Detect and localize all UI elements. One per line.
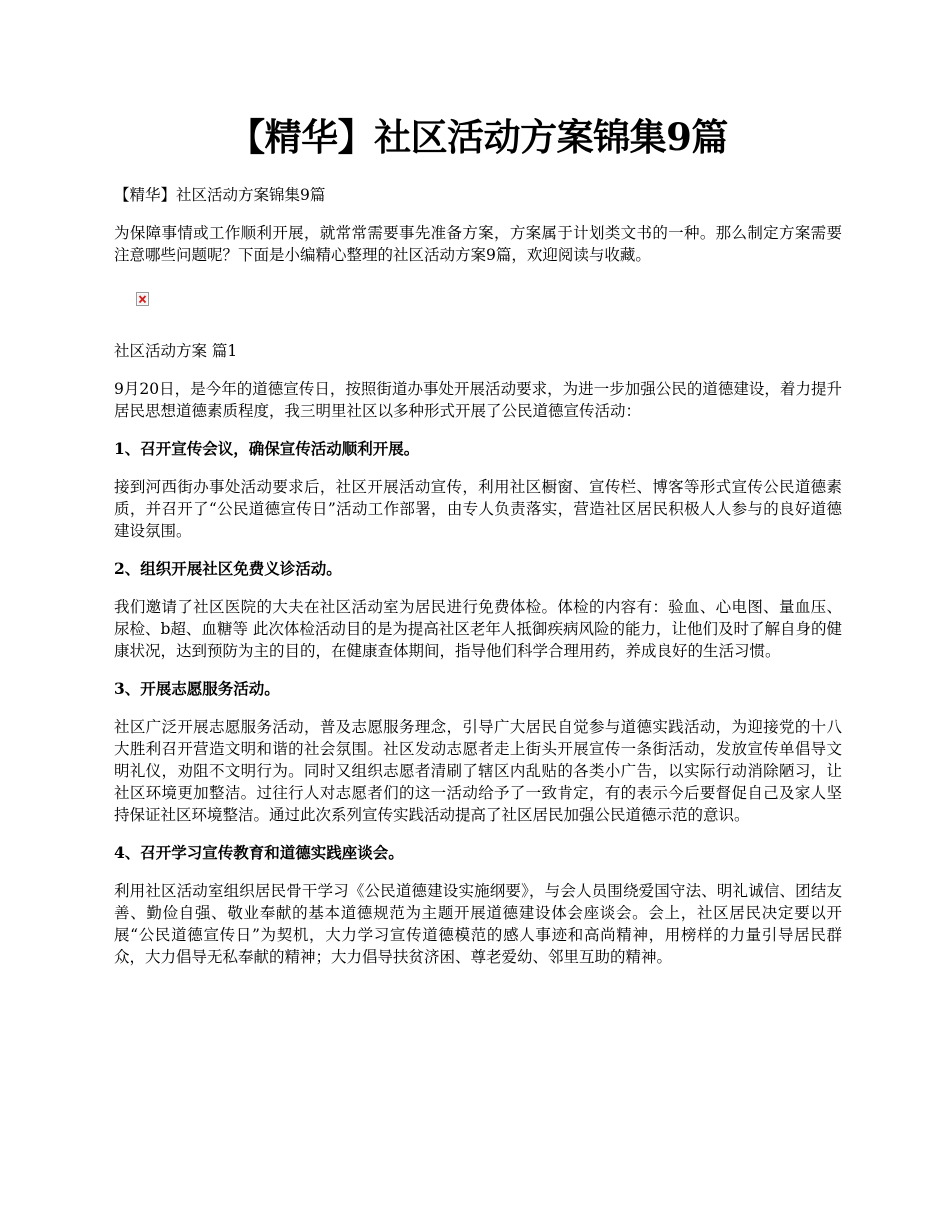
document-page <box>114 0 842 968</box>
document-title: 【精华】社区活动方案锦集9篇 <box>228 115 728 159</box>
image-placeholder <box>136 292 842 310</box>
broken-image-icon <box>136 292 149 306</box>
item-body-4: 利用社区活动室组织居民骨干学习《公民道德建设实施纲要》，与会人员围绕爱国守法、明礼诚信、团结友善、勤俭自强、敬业奉献的基本道德规范为主题开展道德建设体会座谈会。会上，社区居民决定要以开展“公民道德宣传日”为契机，大力学习宣传道德模范的感人事迹和高尚精神，用榜样的力量引导居民群众，大力倡导无私奉献的精神；大力倡导扶贫济困、尊老爱幼、邻里互助的精神。 <box>114 882 842 966</box>
intro-paragraph: 为保障事情或工作顺利开展，就常常需要事先准备方案，方案属于计划类文书的一种。那么制定方案需要注意哪些问题呢？下面是小编精心整理的社区活动方案9篇，欢迎阅读与收藏。 <box>114 224 842 264</box>
item-heading-3: 3、开展志愿服务活动。 <box>114 679 280 698</box>
item-body-1: 接到河西街办事处活动要求后，社区开展活动宣传，利用社区橱窗、宣传栏、博客等形式宣传公民道德素质，并召开了“公民道德宣传日”活动工作部署，由专人负责落实，营造社区居民积极人人参与的良好道德建设氛围。 <box>114 478 842 540</box>
section-intro-paragraph: 9月20日，是今年的道德宣传日，按照街道办事处开展活动要求，为进一步加强公民的道德建设，着力提升居民思想道德素质程度，我三明里社区以多种形式开展了公民道德宣传活动： <box>114 380 842 420</box>
document-subtitle: 【精华】社区活动方案锦集9篇 <box>114 186 326 204</box>
item-body-2: 我们邀请了社区医院的大夫在社区活动室为居民进行免费体检。体检的内容有：验血、心电图、量血压、尿检、b超、血糖等 此次体检活动目的是为提高社区老年人抵御疾病风险的能力，让他们及时了解自身的健康状况，达到预防为主的目的，在健康查体期间，指导他们科学合理用药，养成良好的生活习惯。 <box>114 598 842 660</box>
item-heading-4: 4、召开学习宣传教育和道德实践座谈会。 <box>114 843 404 862</box>
item-body-3: 社区广泛开展志愿服务活动，普及志愿服务理念，引导广大居民自觉参与道德实践活动，为迎接党的十八大胜利召开营造文明和谐的社会氛围。社区发动志愿者走上街头开展宣传一条街活动，发放宣传单倡导文明礼仪，劝阻不文明行为。同时又组织志愿者清刷了辖区内乱贴的各类小广告，以实际行动消除陋习，让社区环境更加整洁。过往行人对志愿者们的这一活动给予了一致肯定，有的表示今后要督促自己及家人坚持保证社区环境整洁。通过此次系列宣传实践活动提高了社区居民加强公民道德示范的意识。 <box>114 718 842 824</box>
item-heading-1: 1、召开宣传会议，确保宣传活动顺利开展。 <box>114 439 420 458</box>
item-heading-2: 2、组织开展社区免费义诊活动。 <box>114 559 342 578</box>
section-title: 社区活动方案 篇1 <box>114 342 238 360</box>
